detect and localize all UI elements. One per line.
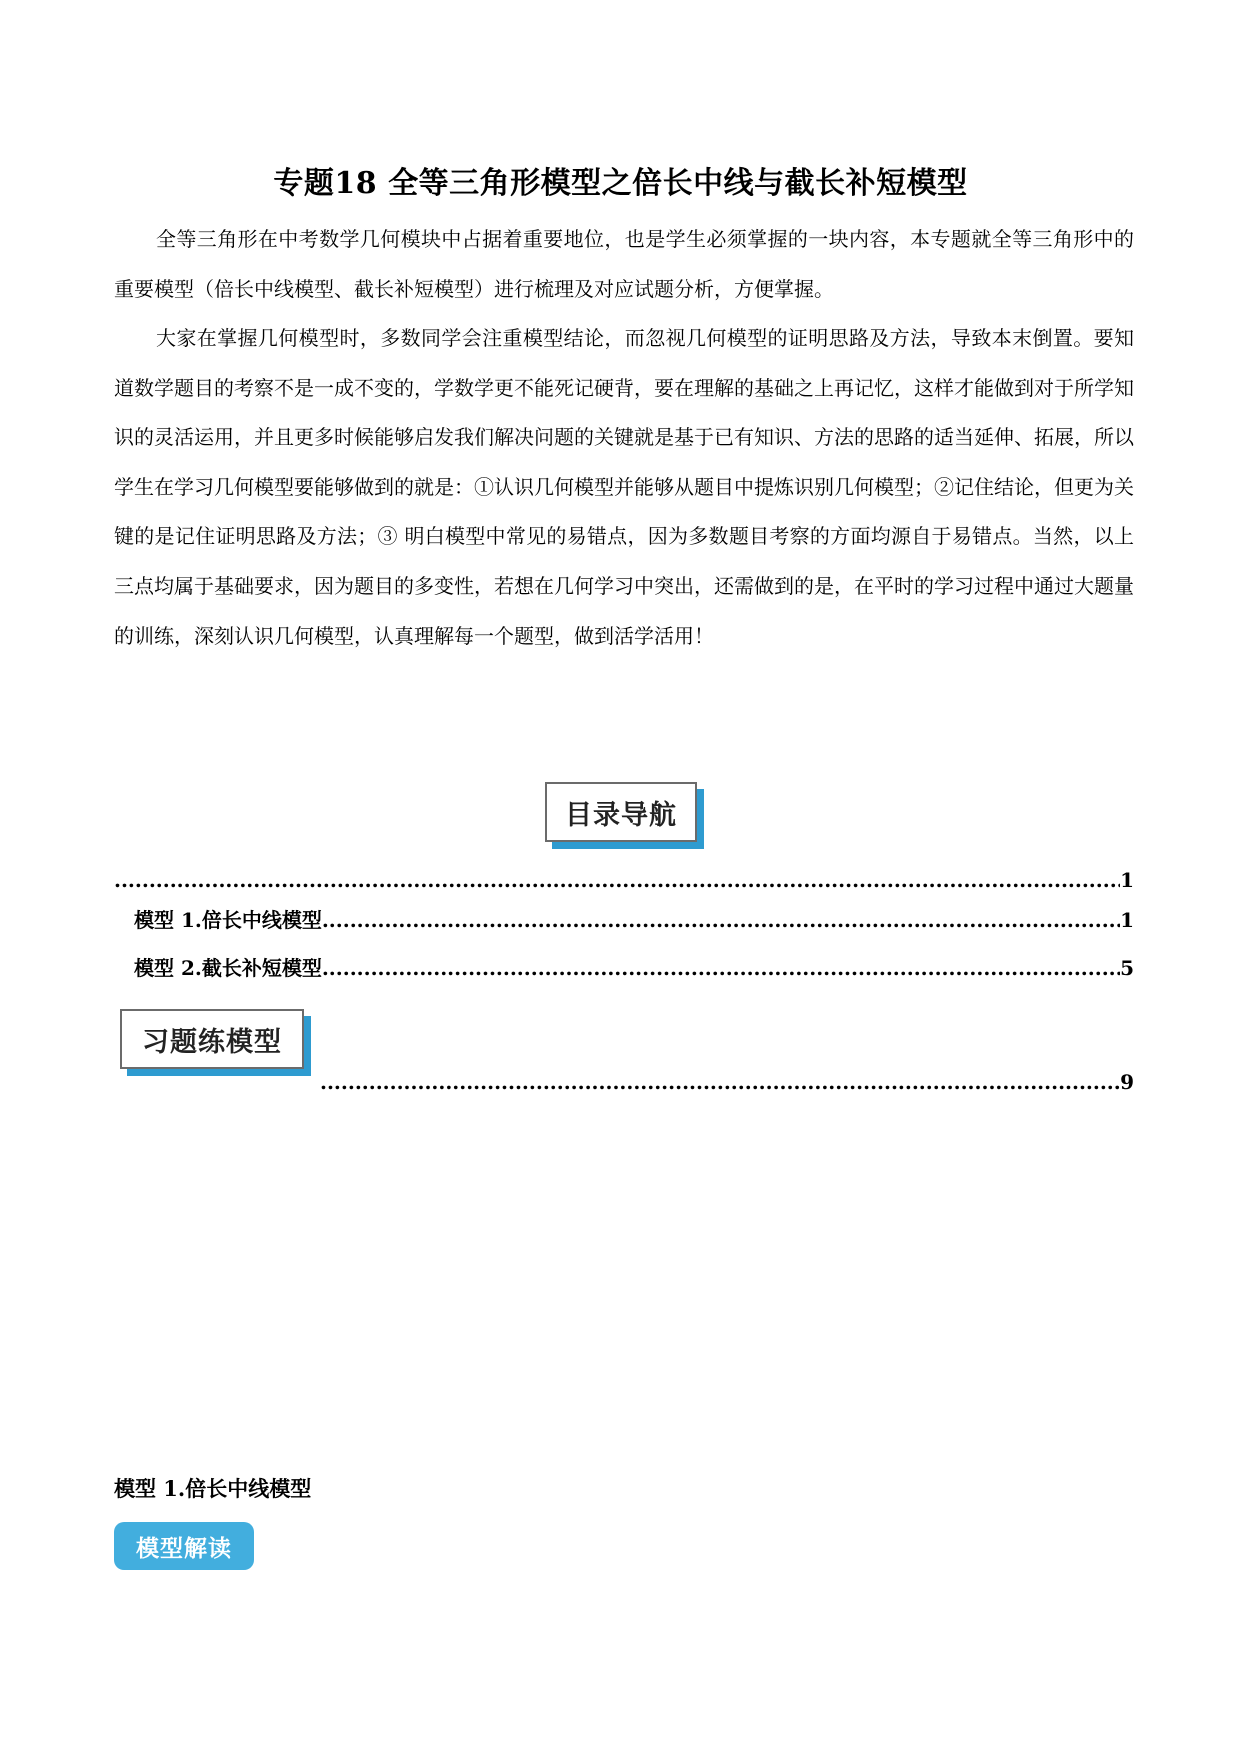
toc-entry-label: 模型 1.倍长中线模型 (134, 908, 322, 932)
toc-entry-page: 5 (1120, 956, 1134, 980)
model-reading-label: 模型解读 (136, 1535, 232, 1562)
toc-entry[interactable] (134, 904, 1134, 933)
toc-heading: 目录导航 (565, 799, 677, 831)
exercise-heading-box (120, 1009, 304, 1069)
toc-heading-box (545, 782, 697, 842)
toc-entry-page: 1 (1120, 908, 1134, 932)
toc-leader-dots (320, 1070, 1120, 1094)
toc-entry-page: 1 (1120, 868, 1134, 892)
toc-leader-dots (322, 956, 1120, 980)
exercise-heading: 习题练模型 (142, 1026, 282, 1058)
intro-paragraph-1: 全等三角形在中考数学几何模块中占据着重要地位，也是学生必须掌握的一块内容，本专题就全等三角形中的重要模型（倍长中线模型、截长补短模型）进行梳理及对应试题分析，方便掌握。 (114, 227, 1134, 301)
section-heading: 模型 1.倍长中线模型 (114, 1476, 312, 1501)
toc-entry-label: 模型 2.截长补短模型 (134, 956, 322, 980)
toc-leader-dots (114, 868, 1120, 892)
toc-entry[interactable] (320, 1070, 1134, 1094)
toc-entry[interactable] (134, 952, 1134, 981)
page-title: 专题18 全等三角形模型之倍长中线与截长补短模型 (273, 166, 968, 201)
intro-paragraph-2: 大家在掌握几何模型时，多数同学会注重模型结论，而忽视几何模型的证明思路及方法，导致本末倒置。要知道数学题目的考察不是一成不变的，学数学更不能死记硬背，要在理解的基础之上再记忆，这样才能做到对于所学知识的灵活运用，并且更多时候能够启发我们解决问题的关键就是基于已有知识、方法的思路的适当延伸、拓展，所以学生在学习几何模型要能够做到的就是：①认识几何模型并能够从题目中提炼识别几何模型；②记住结论，但更为关键的是记住证明思路及方法；③ 明白模型中常见的易错点，因为多数题目考察的方面均源自于易错点。当然，以上三点均属于基础要求，因为题目的多变性，若想在几何学习中突出，还需做到的是，在平时的学习过程中通过大题量的训练，深刻认识几何模型，认真理解每一个题型，做到活学活用！ (114, 326, 1134, 648)
toc-leader-dots (322, 908, 1120, 932)
toc-entry[interactable] (114, 868, 1134, 892)
toc-entry-page: 9 (1120, 1070, 1134, 1094)
model-reading-tag (114, 1522, 254, 1570)
